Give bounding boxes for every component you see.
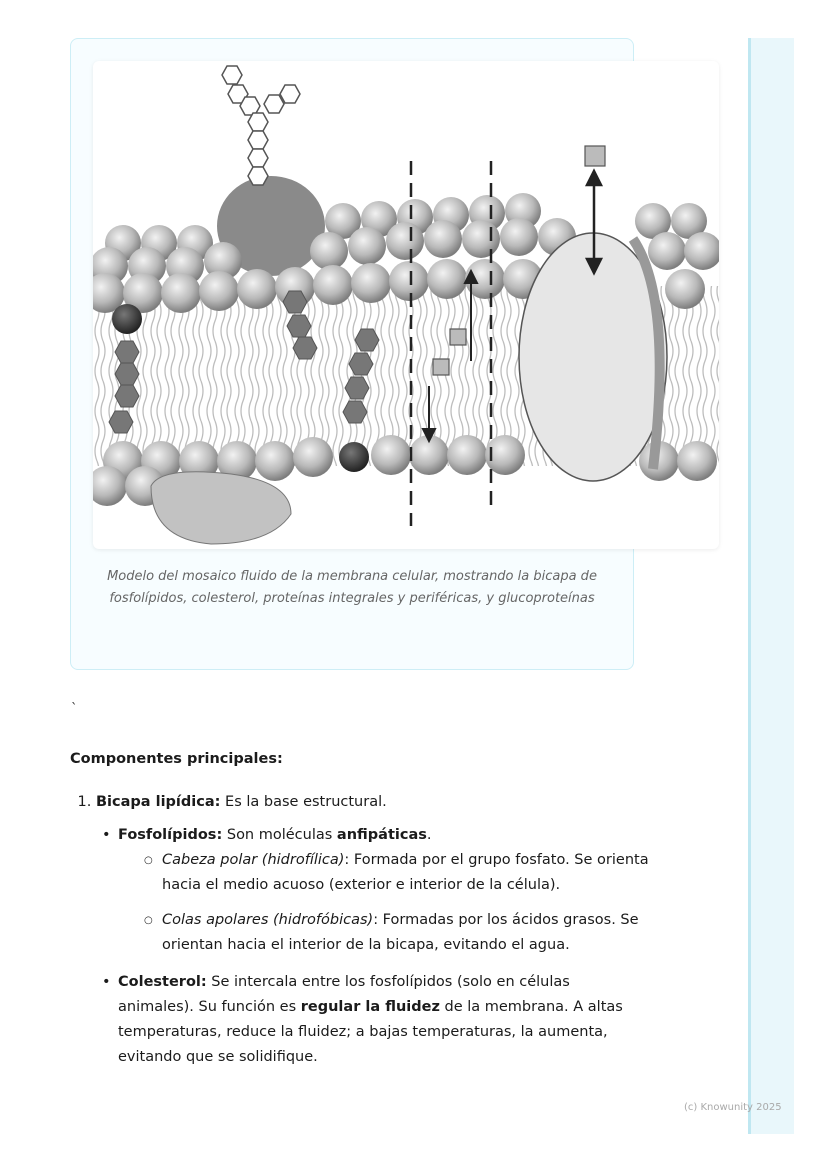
bullet-icon: • — [102, 827, 111, 843]
term-colas: Colas apolares (hidrofóbicas) — [162, 912, 374, 928]
list-item-colesterol — [96, 970, 650, 1070]
cholesterol-head — [339, 442, 369, 472]
text-colas: : Formadas por los ácidos grasos. Se orientan hacia el interior de la bicapa, evitando el agua. — [162, 912, 639, 953]
list-item-bicapa — [96, 790, 650, 1070]
text-period: . — [426, 827, 432, 843]
term-colesterol: Colesterol: — [118, 974, 207, 990]
circle-bullet-icon: ○ — [144, 915, 153, 926]
cholesterol-head — [112, 304, 142, 334]
text-colesterol: Se intercala entre los fosfolípidos (solo en células animales). Su función es — [118, 974, 570, 1015]
figure-caption: Modelo del mosaico fluido de la membrana celular, mostrando la bicapa de fosfolípidos, colesterol, proteínas integrales y periféricas, y glucoproteínas — [107, 569, 597, 606]
bold-fluidez: regular la fluidez — [300, 999, 440, 1015]
term-cabeza: Cabeza polar (hidrofílica) — [162, 852, 345, 868]
list-item-cabeza — [144, 848, 650, 898]
text-colesterol-2: de la membrana. A altas temperaturas, reduce la fluidez; a bajas temperaturas, la aumenta, evitando que se solidifique. — [118, 999, 623, 1065]
circle-bullet-icon: ○ — [144, 855, 153, 866]
term-bicapa: Bicapa lipídica: — [96, 794, 221, 810]
stray-mark: ` — [71, 702, 78, 717]
term-fosfolipidos: Fosfolípidos: — [118, 827, 223, 843]
section-heading: Componentes principales: — [70, 751, 283, 767]
text-cabeza: : Formada por el grupo fosfato. Se orienta hacia el medio acuoso (exterior e interior de la célula). — [162, 852, 649, 893]
bold-anfipaticas: anfipáticas — [336, 827, 427, 843]
list-item-fosfolipidos — [96, 823, 650, 958]
right-rail — [748, 38, 794, 1134]
text-bicapa: Es la base estructural. — [220, 794, 387, 810]
bullet-icon: • — [102, 974, 111, 990]
membrane-illustration — [93, 61, 719, 549]
list-item-colas — [144, 908, 650, 958]
text-fosfolipidos: Son moléculas — [222, 827, 337, 843]
components-list — [70, 790, 650, 1082]
figure-card — [70, 38, 634, 670]
sugar-chain-icon — [222, 66, 300, 185]
peripheral-protein — [151, 472, 291, 544]
copyright: (c) Knowunity 2025 — [684, 1102, 782, 1113]
